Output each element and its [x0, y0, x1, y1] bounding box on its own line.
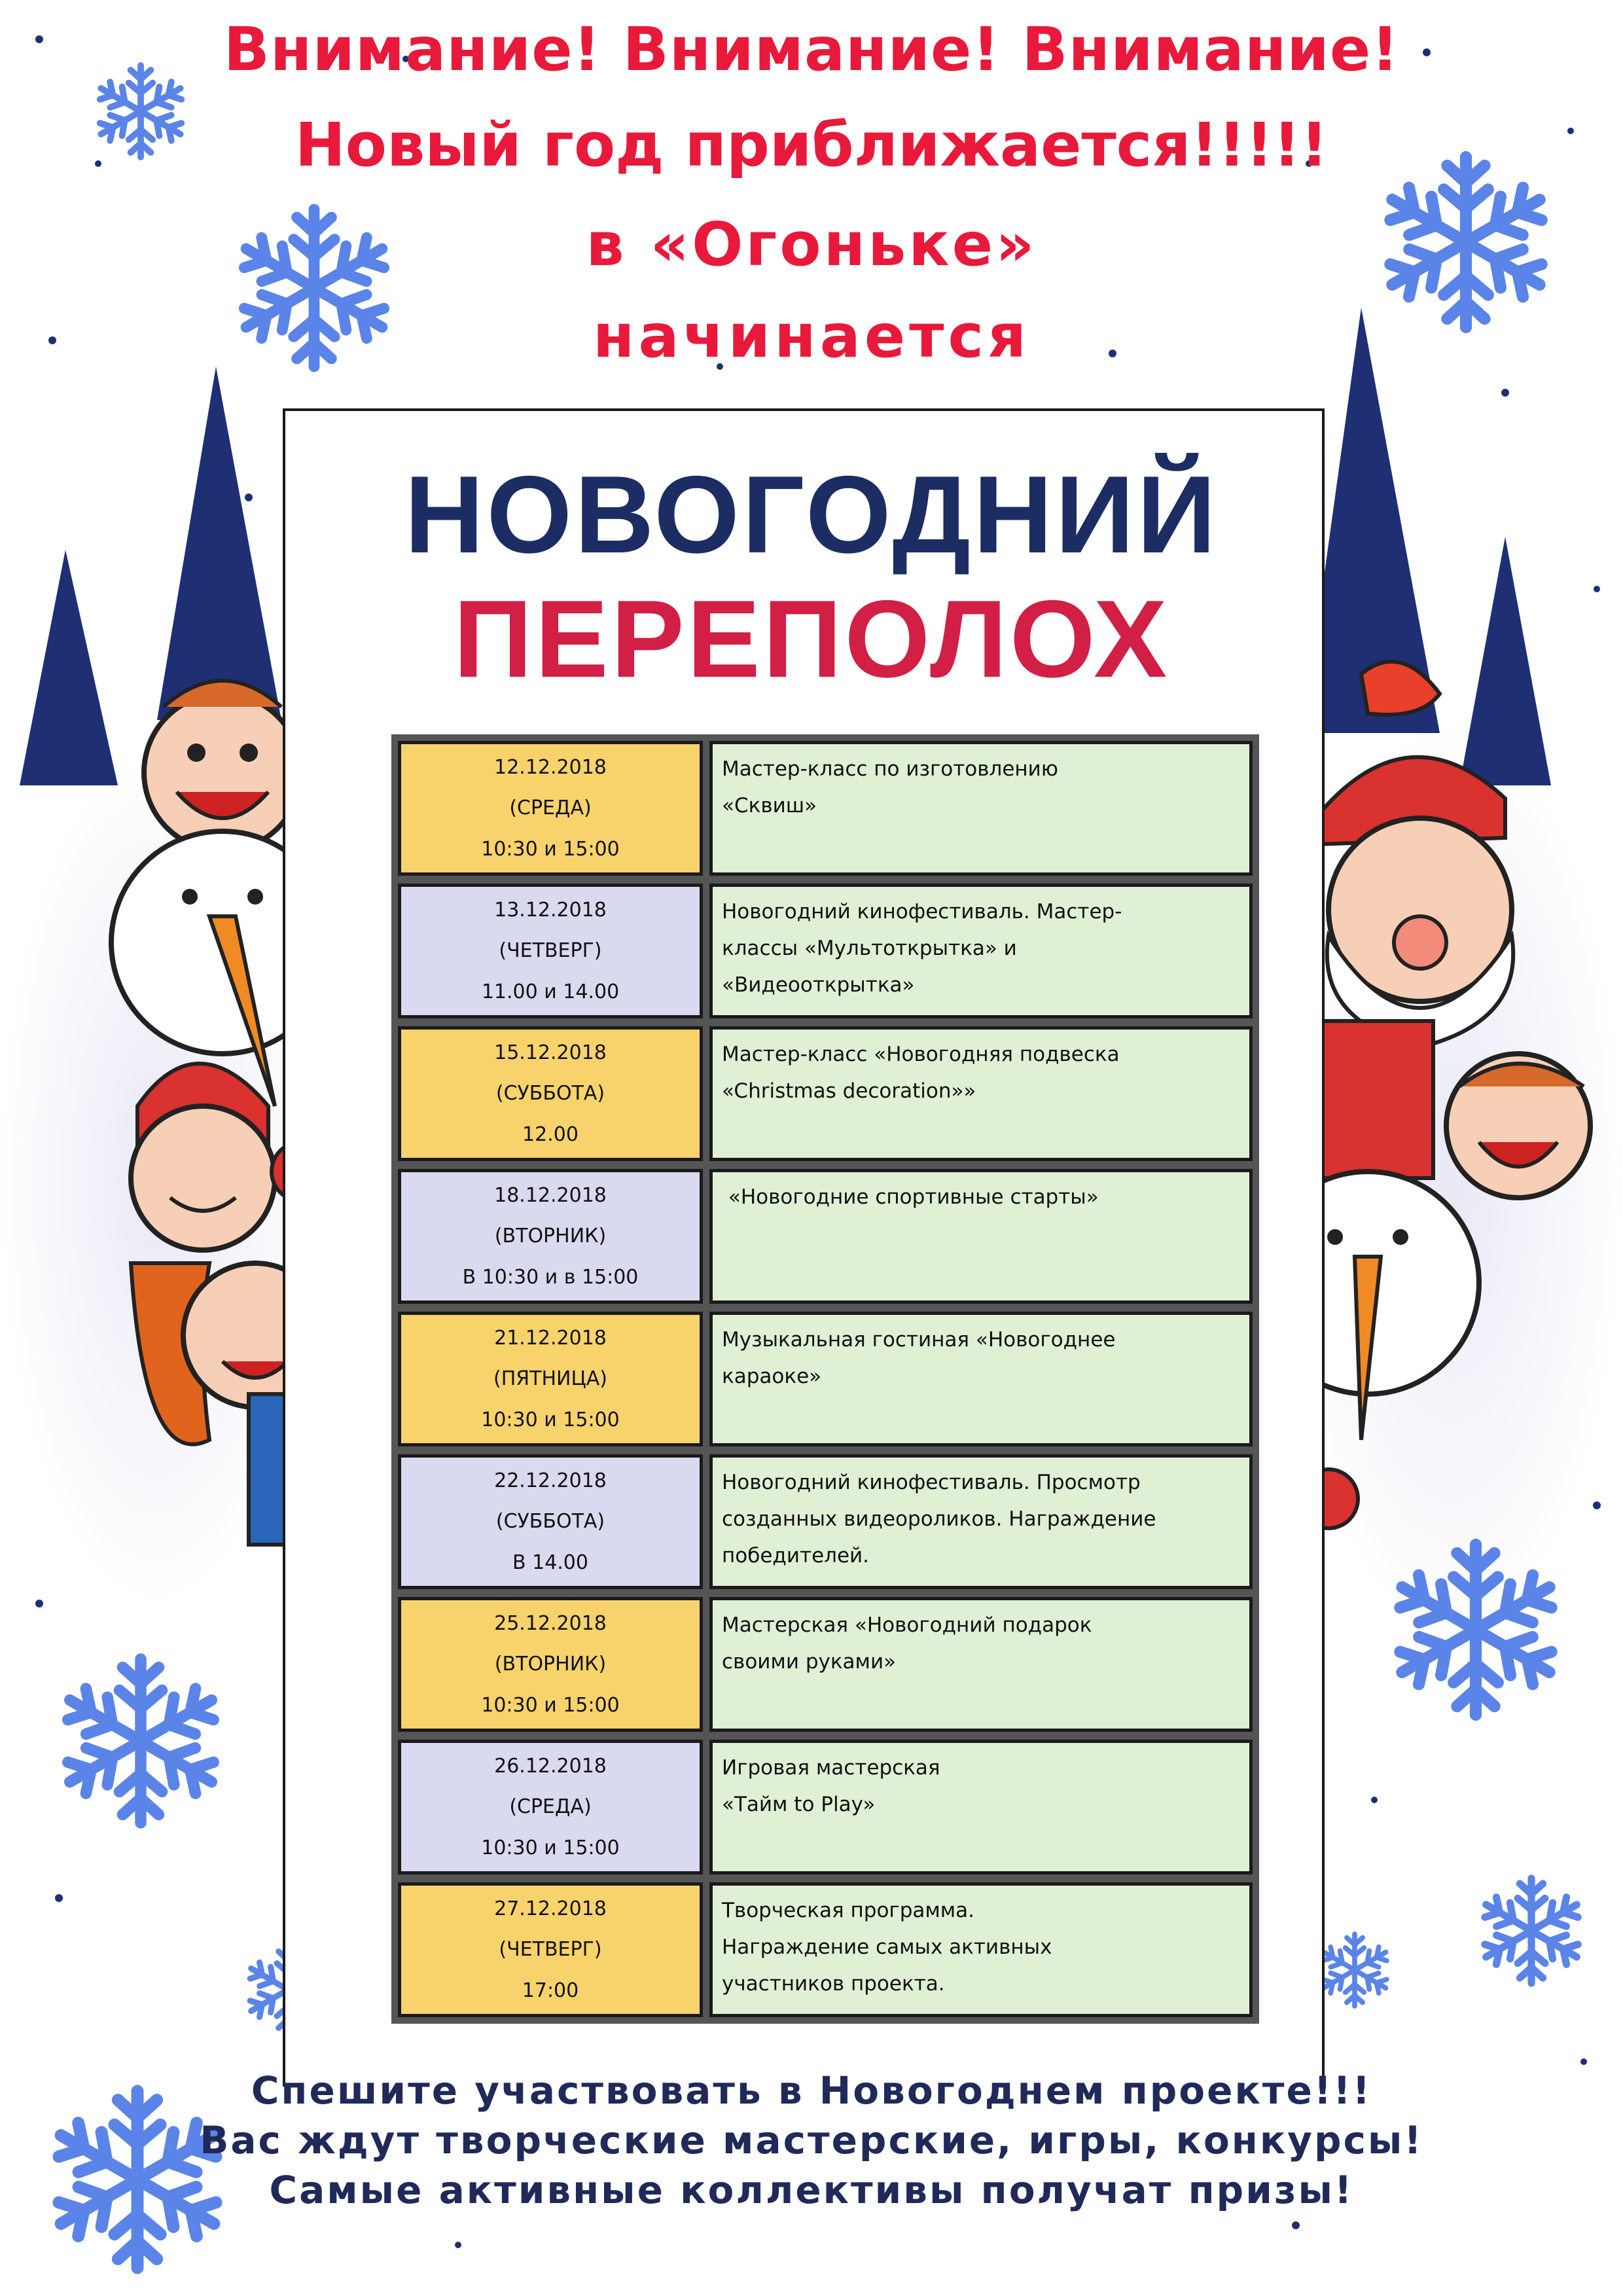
date-cell-date: 27.12.2018 — [494, 1897, 607, 1920]
date-cell-time: В 10:30 и в 15:00 — [462, 1266, 639, 1289]
snowflake-icon — [59, 1659, 222, 1823]
title-line-2: ПЕРЕПОЛОХ — [453, 577, 1170, 700]
date-cell-day: (ПЯТНИЦА) — [493, 1367, 607, 1391]
description-line: «Видеооткрытка» — [722, 973, 915, 997]
child-face-icon — [1446, 1054, 1590, 1198]
description-line: участников проекта. — [722, 1972, 945, 1996]
description-line: Новогодний кинофестиваль. Просмотр — [722, 1471, 1141, 1494]
footer-line-1: Спешите участвовать в Новогоднем проекте!!! — [251, 2068, 1372, 2113]
table-row — [398, 741, 1253, 876]
snowflake-icon — [1479, 1878, 1583, 1983]
date-cell-time: 10:30 и 15:00 — [481, 838, 620, 861]
table-row — [398, 1597, 1253, 1732]
date-cell-time: 12.00 — [522, 1123, 579, 1147]
description-line: Награждение самых активных — [722, 1935, 1052, 1959]
table-row — [398, 884, 1253, 1018]
description-line: Музыкальная гостиная «Новогоднее — [722, 1328, 1116, 1352]
date-cell-date: 15.12.2018 — [494, 1041, 607, 1064]
description-cell — [709, 884, 1253, 1018]
date-cell-day: (СРЕДА) — [509, 797, 592, 820]
description-cell — [709, 1169, 1253, 1304]
date-cell-date: 18.12.2018 — [494, 1183, 607, 1207]
starts-heading: начинается — [592, 301, 1031, 371]
date-cell-day: (ЧЕТВЕРГ) — [499, 1938, 602, 1962]
date-cell-date: 25.12.2018 — [494, 1611, 607, 1635]
description-cell — [709, 1026, 1253, 1161]
footer-line-2: Вас ждут творческие мастерские, игры, конкурсы! — [200, 2118, 1423, 2162]
child-face-icon — [144, 681, 301, 851]
table-row — [398, 1169, 1253, 1304]
date-cell — [398, 741, 703, 876]
description-cell — [709, 1454, 1253, 1589]
date-cell — [398, 1169, 703, 1304]
date-cell-date: 22.12.2018 — [494, 1469, 607, 1492]
description-line: «Сквиш» — [722, 794, 817, 817]
date-cell — [398, 884, 703, 1018]
schedule-table — [391, 734, 1259, 2024]
description-line: «Christmas decoration»» — [722, 1079, 976, 1103]
description-line: Мастерская «Новогодний подарок — [722, 1613, 1092, 1637]
description-line: победителей. — [722, 1544, 870, 1568]
table-row — [398, 1312, 1253, 1446]
date-cell-time: В 14.00 — [512, 1551, 588, 1575]
description-line: классы «Мультоткрытка» и — [722, 937, 1017, 960]
description-line: Новогодний кинофестиваль. Мастер- — [722, 900, 1122, 924]
description-line: Творческая программа. — [722, 1899, 975, 1922]
date-cell-day: (СУББОТА) — [495, 1510, 605, 1534]
description-cell — [709, 1312, 1253, 1446]
date-cell-date: 13.12.2018 — [494, 898, 607, 922]
date-cell-day: (ЧЕТВЕРГ) — [499, 939, 602, 963]
table-row — [398, 1740, 1253, 1874]
date-cell-day: (ВТОРНИК) — [494, 1653, 607, 1676]
description-line: Мастер-класс «Новогодняя подвеска — [722, 1043, 1120, 1066]
date-cell — [398, 1882, 703, 2017]
date-cell — [398, 1026, 703, 1161]
attention-heading: Внимание! Внимание! Внимание! — [223, 14, 1400, 84]
date-cell-date: 21.12.2018 — [494, 1326, 607, 1350]
description-line: Игровая мастерская — [722, 1756, 940, 1780]
description-line: созданных видеороликов. Награждение — [722, 1507, 1156, 1531]
description-line: Мастер-класс по изготовлению — [722, 757, 1058, 781]
description-line: «Тайм to Play» — [722, 1793, 876, 1816]
date-cell — [398, 1597, 703, 1732]
date-cell-time: 10:30 и 15:00 — [481, 1837, 620, 1860]
new-year-heading: Новый год приближается!!!!! — [294, 110, 1329, 180]
description-line: своими руками» — [722, 1650, 897, 1674]
description-line: караоке» — [722, 1365, 822, 1388]
table-row — [398, 1026, 1253, 1161]
description-cell — [709, 741, 1253, 876]
snowflake-icon — [1319, 1934, 1391, 2006]
date-cell — [398, 1740, 703, 1874]
date-cell-day: (СУББОТА) — [495, 1082, 605, 1105]
date-cell-date: 26.12.2018 — [494, 1754, 607, 1778]
title-line-1: НОВОГОДНИЙ — [404, 453, 1219, 576]
venue-heading: в «Огоньке» — [586, 209, 1037, 279]
date-cell — [398, 1454, 703, 1589]
date-cell — [398, 1312, 703, 1446]
date-cell-time: 11.00 и 14.00 — [481, 980, 620, 1004]
description-cell — [709, 1882, 1253, 2017]
date-cell-time: 17:00 — [522, 1979, 579, 2003]
date-cell-day: (ВТОРНИК) — [494, 1225, 607, 1248]
date-cell-day: (СРЕДА) — [509, 1795, 592, 1819]
table-row — [398, 1454, 1253, 1589]
footer-line-3: Самые активные коллективы получат призы! — [269, 2168, 1354, 2212]
date-cell-time: 10:30 и 15:00 — [481, 1694, 620, 1717]
date-cell-date: 12.12.2018 — [494, 755, 607, 779]
description-cell — [709, 1740, 1253, 1874]
date-cell-time: 10:30 и 15:00 — [481, 1408, 620, 1432]
description-line: «Новогодние спортивные старты» — [722, 1185, 1099, 1209]
description-cell — [709, 1597, 1253, 1732]
table-row — [398, 1882, 1253, 2017]
